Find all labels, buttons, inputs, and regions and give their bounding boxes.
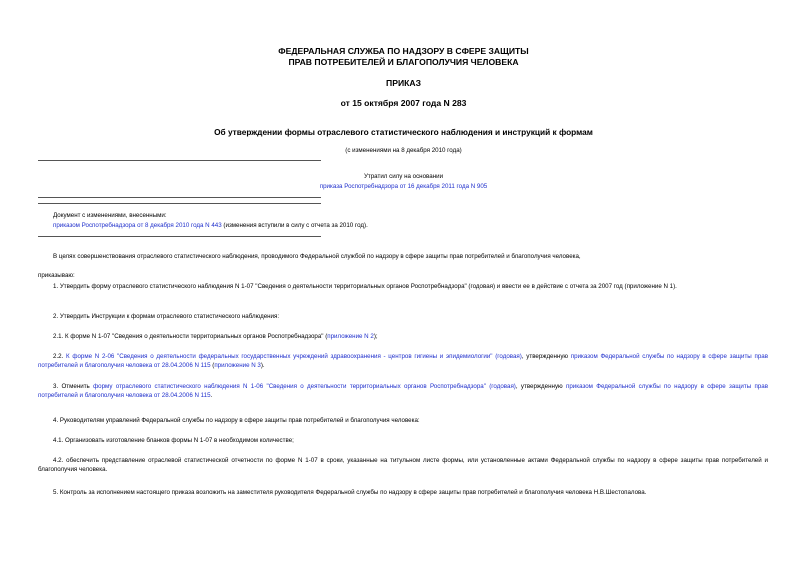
separator-line	[38, 160, 321, 161]
status-link-line	[0, 183, 807, 191]
document-title: Об утверждении формы отраслевого статистического наблюдения и инструкций к формам	[214, 127, 593, 137]
paragraph-4-2: 4.2. обеспечить представление отраслевой статистической отчетности по форме N 1-07 в сроки, указанные на титульном листе формы, или установленные актами Федеральной службы по надзору в сфере защиты прав потребителей и благополучия человека.	[38, 457, 768, 473]
paragraph-2-2: 2.2. К форме N 2-06 "Сведения о деятельности федеральных государственных учреждений здравоохранения - центров гигиены и эпидемиологии" (годовая), утвержденную приказом Федеральной службы по надзору в сфере защиты прав потребителей и благополучия человека от 28.04.2006 N 115 (приложение N 3).	[38, 353, 768, 369]
agency-name-line-2: ПРАВ ПОТРЕБИТЕЛЕЙ И БЛАГОПОЛУЧИЯ ЧЕЛОВЕКА	[288, 57, 519, 67]
repeal-order-link[interactable]: приказа Роспотребнадзора от 16 декабря 2011 года N 905	[319, 183, 488, 190]
document-type: ПРИКАЗ	[386, 78, 421, 88]
paragraph-3: 3. Отменить форму отраслевого статистического наблюдения N 1-06 "Сведения о деятельности территориальных органов Роспотребнадзора" (годовая), утвержденную приказом Федеральной службы по надзору в сфере защиты прав потребителей и благополучия человека от 28.04.2006 N 115.	[38, 383, 768, 399]
amended-by-suffix: (изменения вступили в силу с отчета за 2010 год).	[221, 222, 368, 229]
amended-by-label: Документ с изменениями, внесенными:	[53, 212, 167, 219]
appendix-2-link[interactable]: приложение N 2	[327, 333, 374, 340]
form-2-06-link[interactable]: К форме N 2-06 "Сведения о деятельности федеральных государственных учреждений здравоохранения - центров гигиены и эпидемиологии" (годовая)	[66, 353, 522, 360]
order-115-link[interactable]: приказом Федеральной службы по надзору в сфере защиты прав потребителей и благополучия человека от 28.04.2006 N 115	[38, 353, 768, 369]
paragraph-1: 1. Утвердить форму отраслевого статистического наблюдения N 1-07 "Сведения о деятельности территориальных органов Роспотребнадзора" (годовая) и ввести ее в действие с отчета за 2007 год (приложение N 1).	[53, 283, 677, 290]
order-115-link[interactable]: приказом Федеральной службы по надзору в сфере защиты прав потребителей и благополучия человека от 28.04.2006 N 115	[38, 383, 768, 399]
order-word: приказываю:	[38, 272, 75, 279]
separator-line	[38, 236, 321, 237]
separator-line	[38, 203, 321, 204]
appendix-3-link[interactable]: приложение N 3	[214, 361, 261, 369]
amending-order-link[interactable]: приказом Роспотребнадзора от 8 декабря 2010 года N 443	[53, 222, 222, 229]
amendment-note: (с изменениями на 8 декабря 2010 года)	[345, 147, 462, 154]
intro-paragraph: В целях совершенствования отраслевого статистического наблюдения, проводимого Федеральной службой по надзору в сфере защиты прав потребителей и благополучия человека,	[53, 253, 581, 260]
paragraph-5: 5. Контроль за исполнением настоящего приказа возложить на заместителя руководителя Федеральной службы по надзору в сфере защиты прав потребителей и благополучия человека Н.В.Шестопалова.	[53, 489, 647, 496]
separator-line	[38, 197, 321, 198]
paragraph-2: 2. Утвердить Инструкции к формам отраслевого статистического наблюдения:	[53, 313, 280, 320]
agency-name-line-1: ФЕДЕРАЛЬНАЯ СЛУЖБА ПО НАДЗОРУ В СФЕРЕ ЗАЩИТЫ	[278, 46, 529, 56]
paragraph-4: 4. Руководителям управлений Федеральной службы по надзору в сфере защиты прав потребителей и благополучия человека:	[53, 417, 420, 424]
status-text: Утратил силу на основании	[363, 173, 444, 180]
amended-by-line	[53, 222, 368, 230]
paragraph-2-1: 2.1. К форме N 1-07 "Сведения о деятельности территориальных органов Роспотребнадзора" (приложение N 2);	[53, 333, 378, 340]
form-1-06-link[interactable]: форму отраслевого статистического наблюдения N 1-06 "Сведения о деятельности территориальных органов Роспотребнадзора" (годовая)	[93, 383, 516, 390]
document-date-number: от 15 октября 2007 года N 283	[340, 98, 467, 108]
paragraph-4-1: 4.1. Организовать изготовление бланков формы N 1-07 в необходимом количестве;	[53, 437, 294, 444]
